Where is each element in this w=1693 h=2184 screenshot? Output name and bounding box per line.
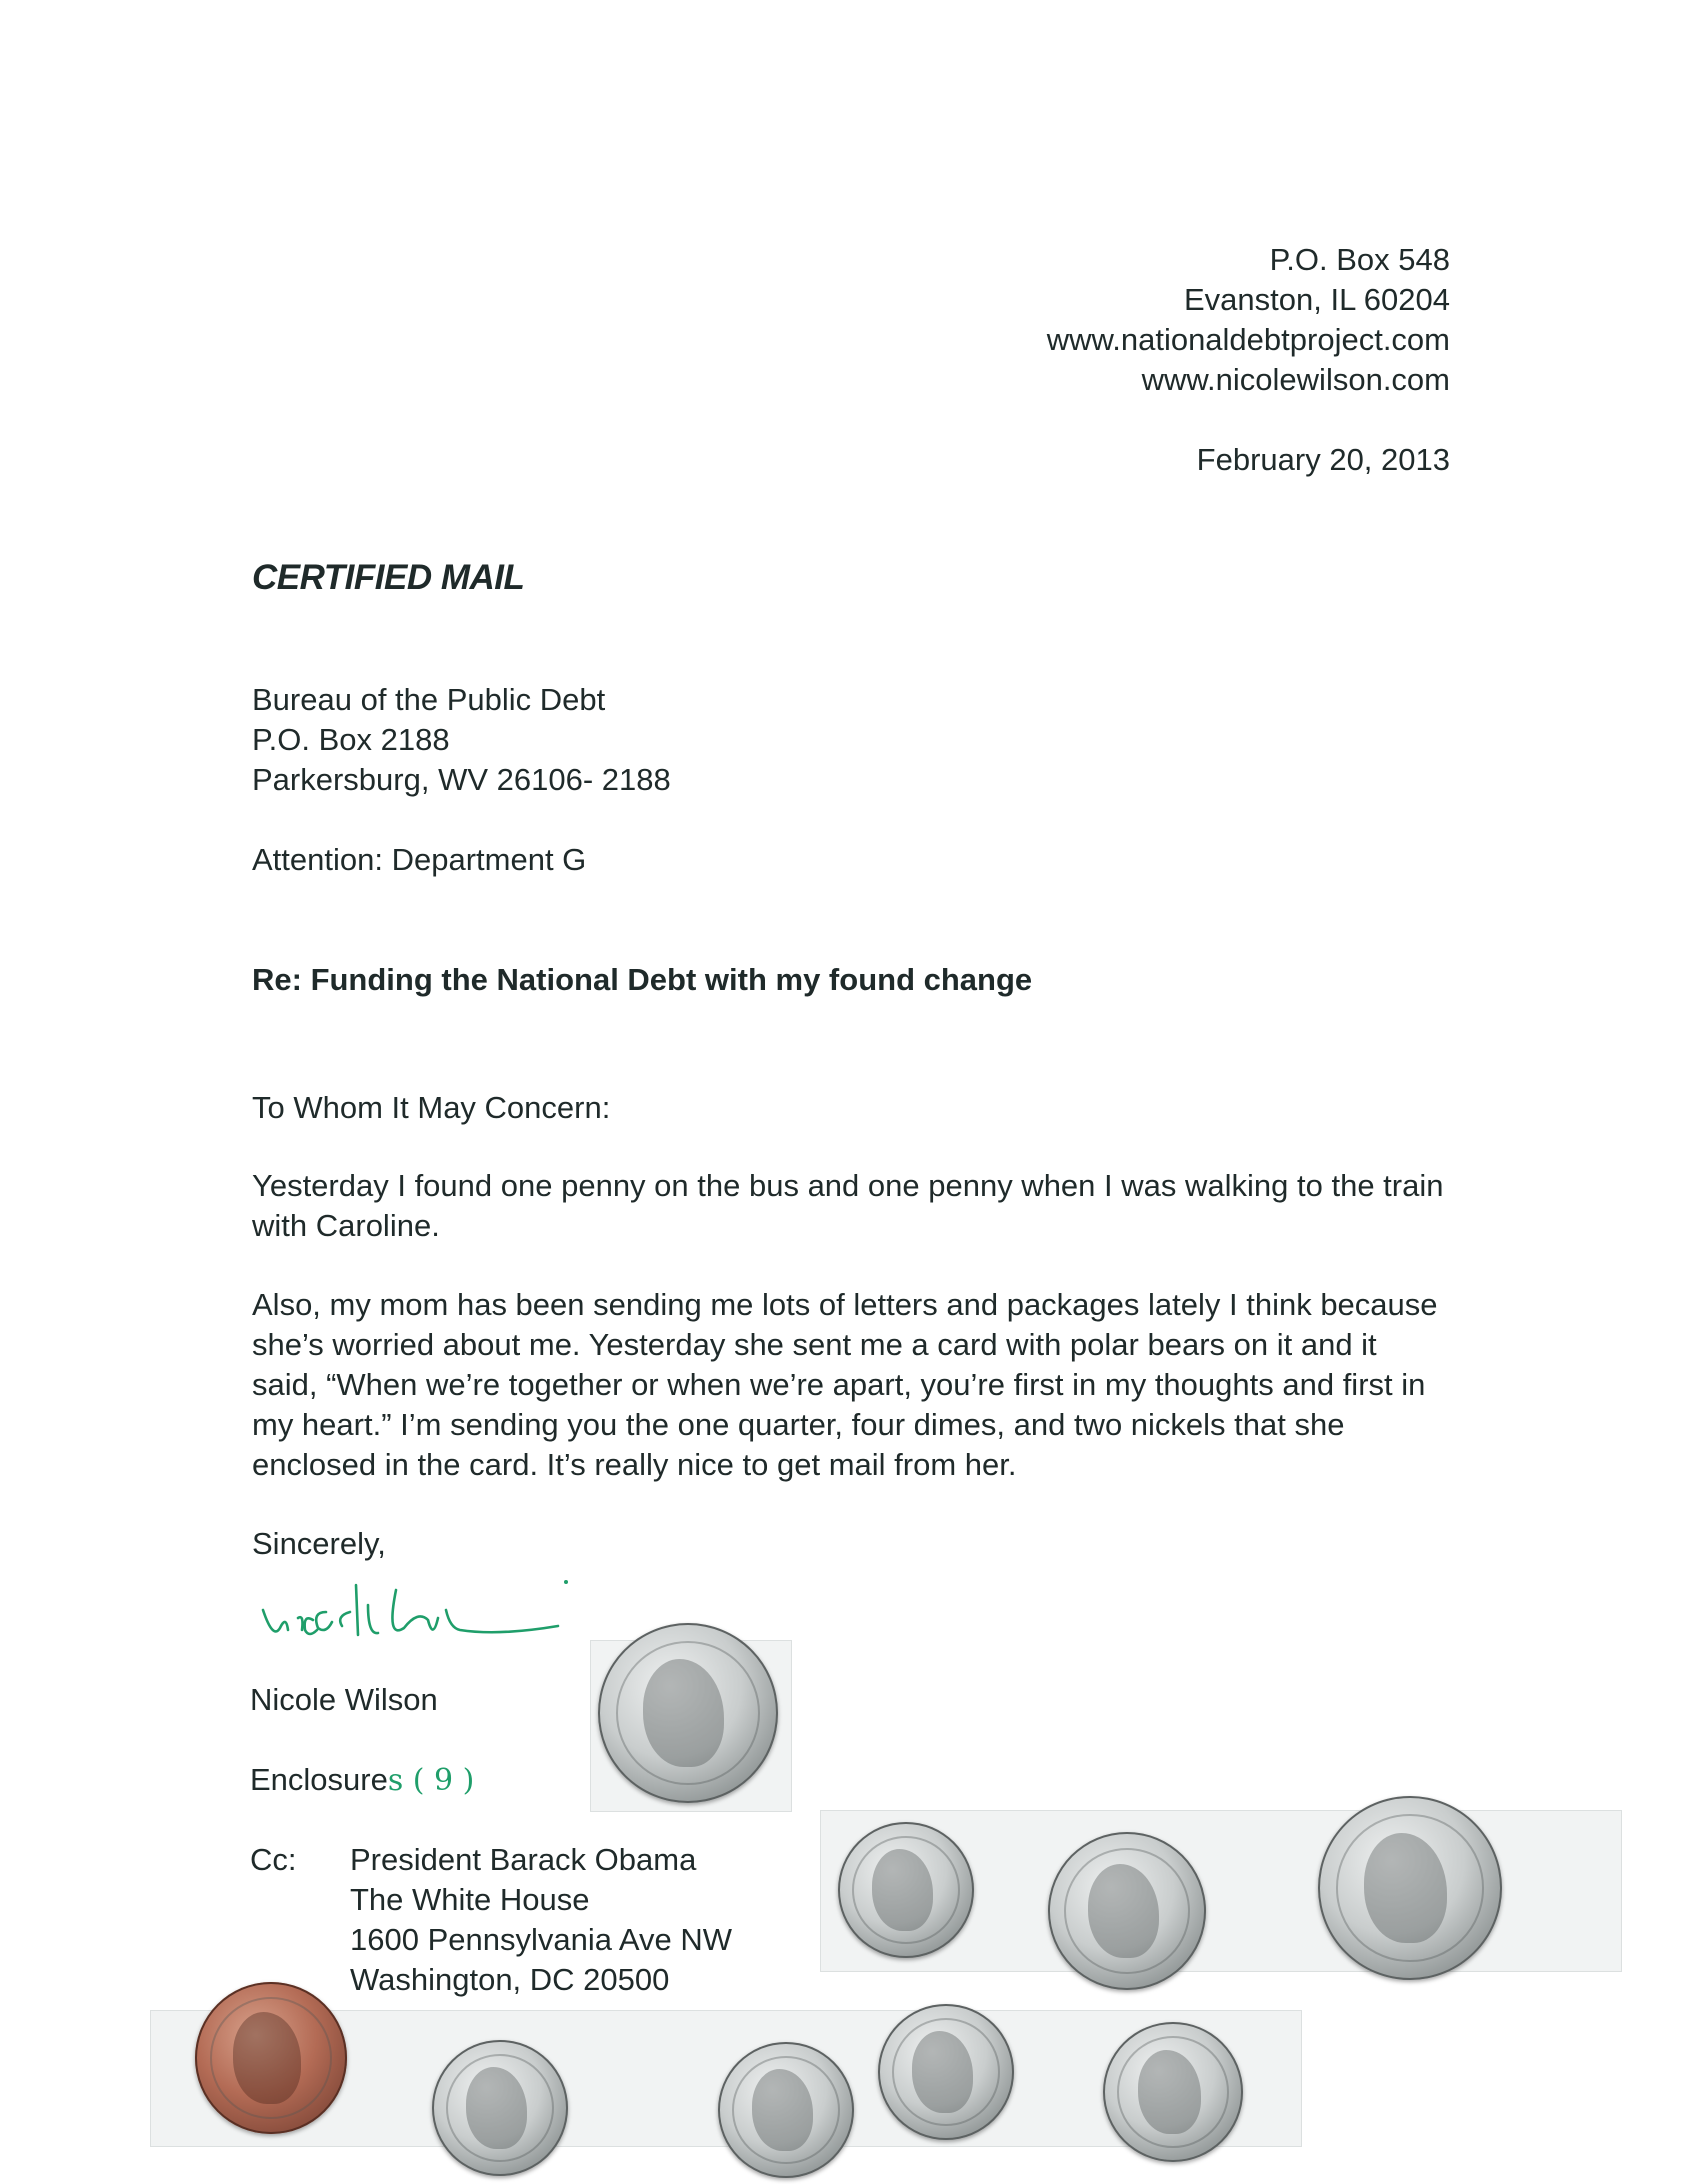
coin-design [233,2012,301,2103]
salutation: To Whom It May Concern: [252,1090,611,1125]
dime-coin [1103,2022,1243,2162]
nickel-coin [1048,1832,1206,1990]
nickel-coin [598,1623,778,1803]
sender-po-box: P.O. Box 548 [1269,242,1450,277]
cc-line: 1600 Pennsylvania Ave NW [350,1922,732,1957]
dime-coin [718,2042,854,2178]
quarter-coin [1318,1796,1502,1980]
recipient-po-box: P.O. Box 2188 [252,722,450,757]
paragraph-2: Also, my mom has been sending me lots of letters and packages lately I think because she’s worried about me. Yesterday she sent me a card with polar bears on it and it said, “When we’re together or when we’re apart, you’re first in my thoughts and first in my heart.” I’m sending you the one quarter, four dimes, and two nickels that she enclosed in the card. It’s really nice to get mail from her. [252,1287,1438,1482]
enclosure-handwritten-count: s ( 9 ) [387,1763,475,1798]
coin-design [1088,1864,1159,1959]
coin-design [643,1659,724,1767]
recipient-city: Parkersburg, WV 26106- 2188 [252,762,671,797]
paragraph-1: Yesterday I found one penny on the bus and one penny when I was walking to the train with Caroline. [252,1168,1444,1243]
dime-coin [838,1822,974,1958]
dime-coin [432,2040,568,2176]
dime-coin [878,2004,1014,2140]
enclosure-line [250,1760,474,1801]
cc-line: The White House [350,1882,590,1917]
cc-line: Washington, DC 20500 [350,1962,670,1997]
closing: Sincerely, [252,1526,386,1561]
cc-line: President Barack Obama [350,1842,697,1877]
letter-date: February 20, 2013 [1196,442,1450,477]
enclosure-printed: Enclosure [250,1762,388,1797]
coin-design [912,2031,973,2113]
sender-website-2: www.nicolewilson.com [1141,362,1450,397]
coin-design [1138,2050,1201,2134]
cc-label: Cc: [250,1842,297,1877]
coin-design [1364,1833,1447,1943]
attention-line: Attention: Department G [252,842,587,877]
coin-design [752,2069,813,2151]
recipient-name: Bureau of the Public Debt [252,682,606,717]
signature-name: Nicole Wilson [250,1682,438,1717]
sender-website-1: www.nationaldebtproject.com [1046,322,1450,357]
coin-design [872,1849,933,1931]
handwritten-signature [258,1570,628,1660]
penny-coin [195,1982,347,2134]
sender-city: Evanston, IL 60204 [1184,282,1450,317]
certified-mail-heading: CERTIFIED MAIL [252,558,525,597]
subject-line: Re: Funding the National Debt with my found change [252,962,1033,997]
coin-design [466,2067,527,2149]
